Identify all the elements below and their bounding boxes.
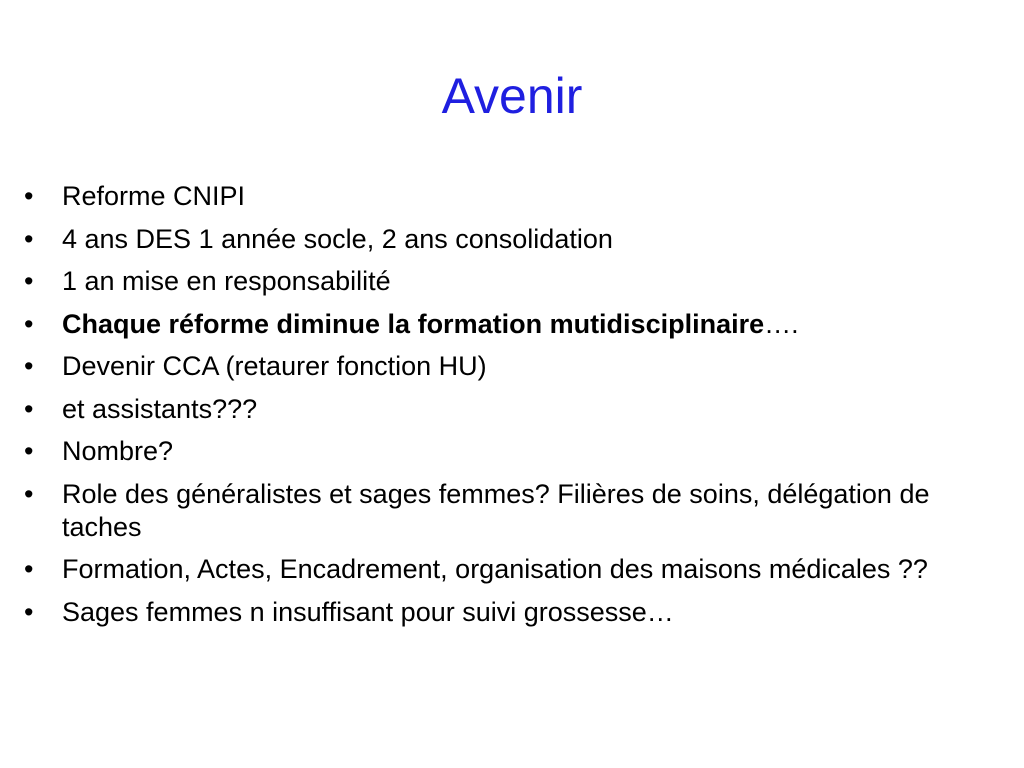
bullet-text: Reforme CNIPI — [62, 181, 246, 211]
bullet-text: 4 ans DES 1 année socle, 2 ans consolidation — [62, 223, 613, 254]
bullet-icon: • — [24, 596, 34, 627]
bullet-icon: • — [24, 351, 34, 381]
bullet-text-bold: Chaque réforme diminue la formation mutidisciplinaire — [62, 308, 765, 339]
list-item — [24, 435, 984, 468]
list-item — [24, 265, 984, 298]
bullet-text: Formation, Actes, Encadrement, organisation des maisons médicales ?? — [62, 554, 928, 584]
bullet-icon: • — [24, 308, 34, 339]
slide-title: Avenir — [441, 68, 583, 124]
bullet-icon: • — [24, 266, 34, 296]
bullet-list — [24, 180, 984, 638]
bullet-icon: • — [24, 393, 34, 424]
list-item — [24, 350, 984, 383]
list-item — [24, 308, 984, 341]
bullet-icon: • — [24, 436, 34, 466]
bullet-text: Devenir CCA (retaurer fonction HU) — [62, 351, 487, 381]
bullet-text: …. — [764, 308, 799, 339]
bullet-icon: • — [24, 478, 34, 509]
bullet-icon: • — [24, 554, 34, 584]
bullet-text: et assistants??? — [62, 393, 258, 424]
bullet-icon: • — [24, 181, 34, 211]
list-item — [24, 478, 984, 544]
bullet-text: Role des généralistes et sages femmes? Filières de soins, délégation de taches — [62, 478, 930, 542]
bullet-text: 1 an mise en responsabilité — [62, 266, 391, 296]
list-item — [24, 180, 984, 213]
list-item — [24, 553, 984, 586]
bullet-icon: • — [24, 223, 34, 254]
list-item — [24, 393, 984, 426]
list-item — [24, 223, 984, 256]
list-item — [24, 596, 984, 629]
bullet-text: Nombre? — [62, 436, 174, 466]
bullet-text: Sages femmes n insuffisant pour suivi grossesse… — [62, 596, 674, 627]
